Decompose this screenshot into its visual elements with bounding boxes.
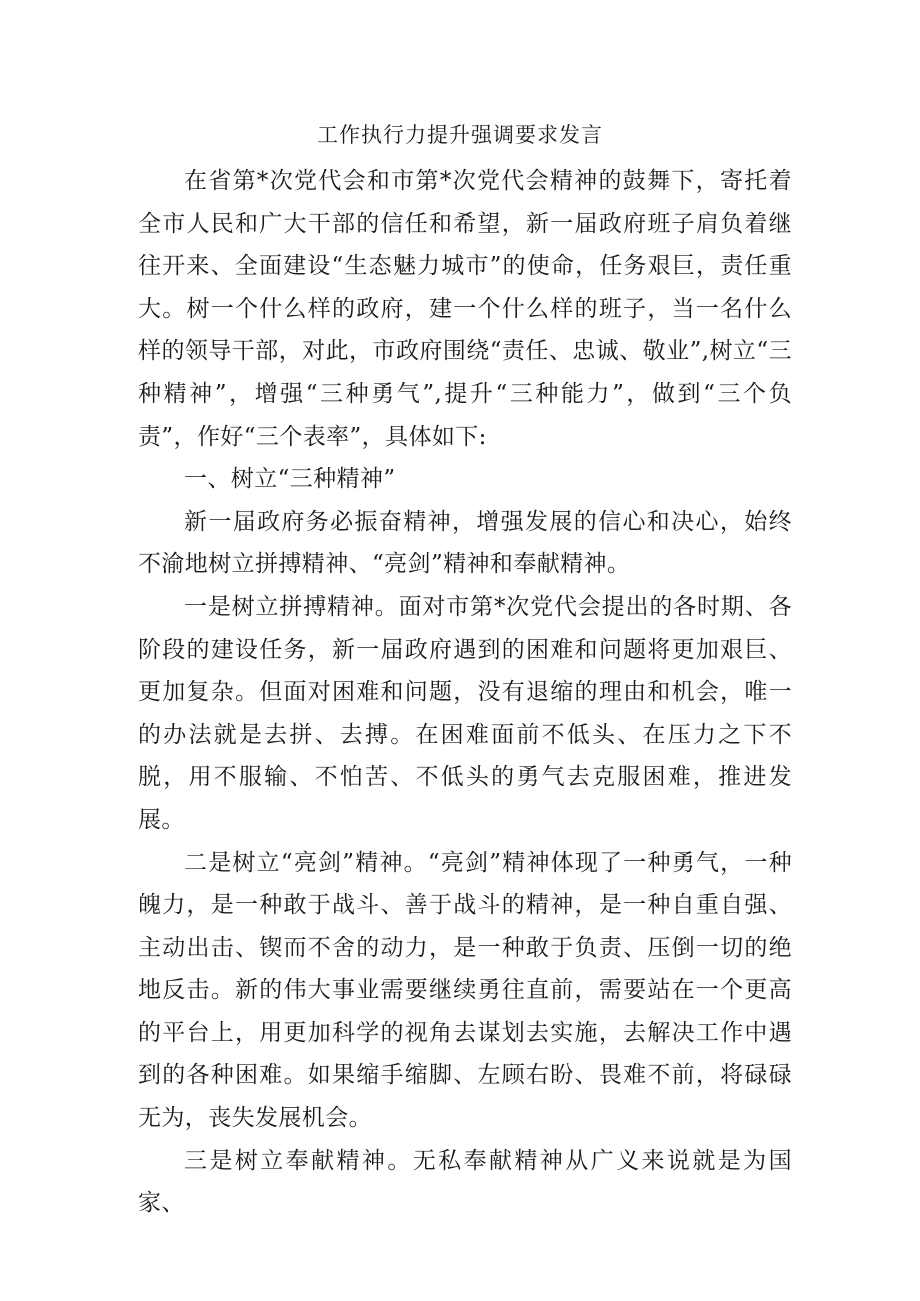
document-body: [138, 160, 792, 1225]
paragraph-section-1-intro: 新一届政府务必振奋精神，增强发展的信心和决心，始终不渝地树立拼搏精神、“亮剑”精神和奉献精神。: [138, 508, 792, 578]
paragraph-point-1: 一是树立拼搏精神。面对市第*次党代会提出的各时期、各阶段的建设任务，新一届政府遇到的困难和问题将更加艰巨、更加复杂。但面对困难和问题，没有退缩的理由和机会，唯一的办法就是去拼、去搏。在困难面前不低头、在压力之下不脱，用不服输、不怕苦、不低头的勇气去克服困难，推进发展。: [138, 593, 792, 833]
paragraph-point-3: 三是树立奉献精神。无私奉献精神从广义来说就是为国家、: [138, 1147, 792, 1217]
document-title: 工作执行力提升强调要求发言: [317, 123, 603, 147]
paragraph-intro: 在省第*次党代会和市第*次党代会精神的鼓舞下，寄托着全市人民和广大干部的信任和希望，新一届政府班子肩负着继往开来、全面建设“生态魅力城市”的使命，任务艰巨，责任重大。树一个什么样的政府，建一个什么样的班子，当一名什么样的领导干部，对此，市政府围绕“责任、忠诚、敬业”,树立“三种精神”，增强“三种勇气”,提升“三种能力”，做到“三个负责”，作好“三个表率”，具体如下:: [138, 168, 792, 450]
section-heading-1: 一、树立“三种精神”: [184, 466, 396, 493]
paragraph-point-2: 二是树立“亮剑”精神。“亮剑”精神体现了一种勇气，一种魄力，是一种敢于战斗、善于战斗的精神，是一种自重自强、主动出击、锲而不舍的动力，是一种敢于负责、压倒一切的绝地反击。新的伟大事业需要继续勇往直前，需要站在一个更高的平台上，用更加科学的视角去谋划去实施，去解决工作中遇到的各种困难。如果缩手缩脚、左顾右盼、畏难不前，将碌碌无为，丧失发展机会。: [138, 849, 792, 1132]
